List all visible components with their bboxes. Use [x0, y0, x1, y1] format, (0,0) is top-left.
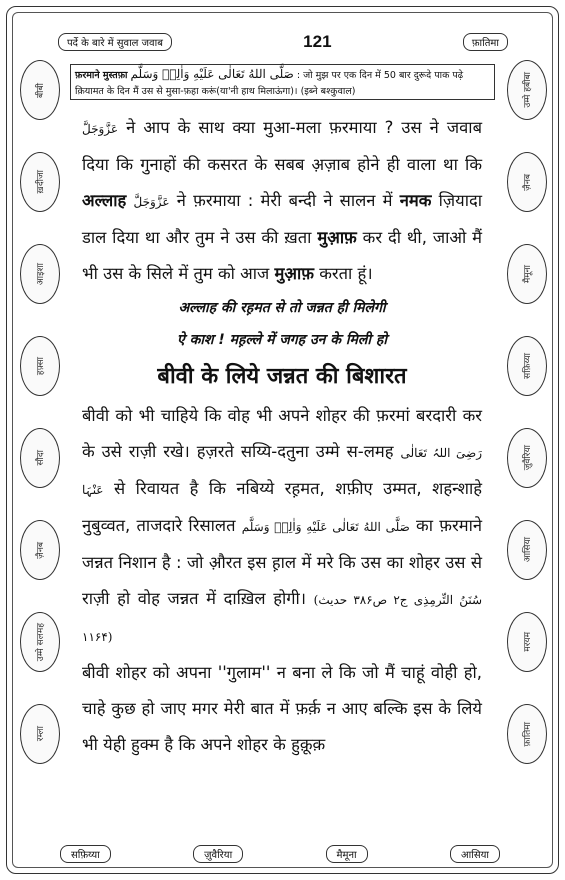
- header-left-title: पर्दे के बारे में सुवाल जवाब: [58, 33, 172, 51]
- arabic-phrase: رَضِیَ اللہُ تَعَالٰی عَنْہَا: [82, 446, 482, 497]
- side-medal: सौदा: [20, 428, 60, 488]
- side-medal: बीबी: [20, 60, 60, 120]
- arabic-phrase: صَلَّى اللهُ تَعَالٰی عَلَيْهِ وَاٰلِهٖ وَسَلَّم: [241, 520, 410, 534]
- paragraph-1: [82, 110, 482, 292]
- text-run: से रिवायत है कि नबिय्ये रह़मत, शफ़ीए उम्मत, शहन्शाहे नुबुव्वत, ताजदारे रिसालत: [82, 479, 482, 535]
- bold-text: अल्लाह: [82, 191, 127, 210]
- side-medal: हफ़्सा: [20, 336, 60, 396]
- text-run: ज़ियादा डाल दिया था और तुम ने उस की ख़ता: [82, 191, 483, 247]
- verse-line-1: अल्लाह की रह़मत से तो जन्नत ही मिलेगी: [178, 300, 386, 316]
- footer-tag: मैमूना: [326, 845, 368, 863]
- farman-text: : जो मुझ पर एक दिन में 50 बार दुरूदे पाक पढ़े क़ियामत के दिन मैं उस से मुसा-फ़हा करूं(या'नी हाथ मिलाऊंगा)।: [75, 70, 464, 97]
- farman-label: फ़रमाने मुस्तफ़ा: [75, 70, 128, 81]
- section-heading: बीवी के लिये जन्नत की बिशारत: [157, 364, 407, 389]
- side-medal: ज़ैनब: [20, 520, 60, 580]
- text-run: ने फ़रमाया : मेरी बन्दी ने सालन में: [169, 191, 400, 210]
- side-medal: मरयम: [507, 612, 547, 672]
- side-ornaments-right: [507, 60, 545, 788]
- main-content: [82, 110, 482, 763]
- side-medal: सफ़िय्या: [507, 336, 547, 396]
- text-run: ने आप के साथ क्या मुआ-मला फ़रमाया ? उस ने जवाब दिया कि गुनाहों की कसरत के सबब अ़ज़ाब होने ही वाला था कि: [82, 118, 482, 174]
- side-medal: फ़ातिमा: [507, 704, 547, 764]
- footer-tag: ज़ुवैरिया: [193, 845, 243, 863]
- bold-text: मुआ़फ़: [274, 264, 314, 283]
- side-medal: मैमूना: [507, 244, 547, 304]
- side-medal: ज़ैनब: [507, 152, 547, 212]
- paragraph-3: बीवी शोहर को अपना ''गुलाम'' न बना ले कि जो मैं चाहूं वोही हो, चाहे कुछ हो जाए मगर मेरी बात में फ़र्क़ न आए बल्कि इस के लिये भी येही हुक्म है कि अपने शोहर के हुक़ूक़: [82, 663, 482, 754]
- farman-arabic: صَلَّى اللهُ تَعَالٰی عَلَيْهِ وَاٰلِهٖ وَسَلَّم: [130, 67, 294, 81]
- text-run: करता हूं।: [313, 264, 373, 283]
- side-ornaments-left: [20, 60, 58, 788]
- side-medal: उम्मे हबीबा: [507, 60, 547, 120]
- page-header: [58, 30, 508, 54]
- side-medal: ख़दीजा: [20, 152, 60, 212]
- text-run: का फ़रमाने जन्नत निशान है : जो औ़रत इस ह़ाल में मरे कि उस का शोहर उस से राज़ी हो वोह जन्नत में दाख़िल होगी।: [82, 516, 482, 608]
- side-medal: आइशा: [20, 244, 60, 304]
- footer-tag: सफ़िय्या: [60, 845, 111, 863]
- side-medal: ज़ुवैरिया: [507, 428, 547, 488]
- farman-source: (इब्ने बश्कुवाल): [300, 86, 356, 97]
- bold-text: नमक: [399, 191, 432, 210]
- hadith-reference: (سُنَنُ التِّرمِذِی ج۲ ص۳۸۶ حدیث ۱۱۶۴): [82, 593, 483, 644]
- arabic-phrase: عَزَّوَجَلَّ: [133, 195, 170, 209]
- side-medal: रम्ला: [20, 704, 60, 764]
- text-run: कर दी थी, जाओ मैं भी उस के सिले में तुम को आज: [82, 228, 482, 283]
- footer-tag: आसिया: [450, 845, 500, 863]
- arabic-phrase: عَزَّوَجَلَّ: [82, 122, 119, 136]
- page-number: 121: [303, 32, 332, 51]
- verse-line-2: ऐ काश ! मह़ल्ले में जगह उन के मिली हो: [177, 332, 387, 348]
- side-medal: उम्मे सलमह: [20, 612, 60, 672]
- text-run: बीवी को भी चाहिये कि वोह भी अपने शोहर की फ़रमां बरदारी कर के उसे राज़ी रखे। हज़रते सय्यि-दतुना उम्मे स-लमह: [82, 406, 482, 461]
- side-medal: आसिया: [507, 520, 547, 580]
- header-right-title: फ़ातिमा: [463, 33, 508, 51]
- page-footer: [60, 842, 500, 866]
- farman-box: [70, 64, 495, 100]
- paragraph-2: [82, 398, 482, 655]
- bold-text: मुआ़फ़: [317, 228, 357, 247]
